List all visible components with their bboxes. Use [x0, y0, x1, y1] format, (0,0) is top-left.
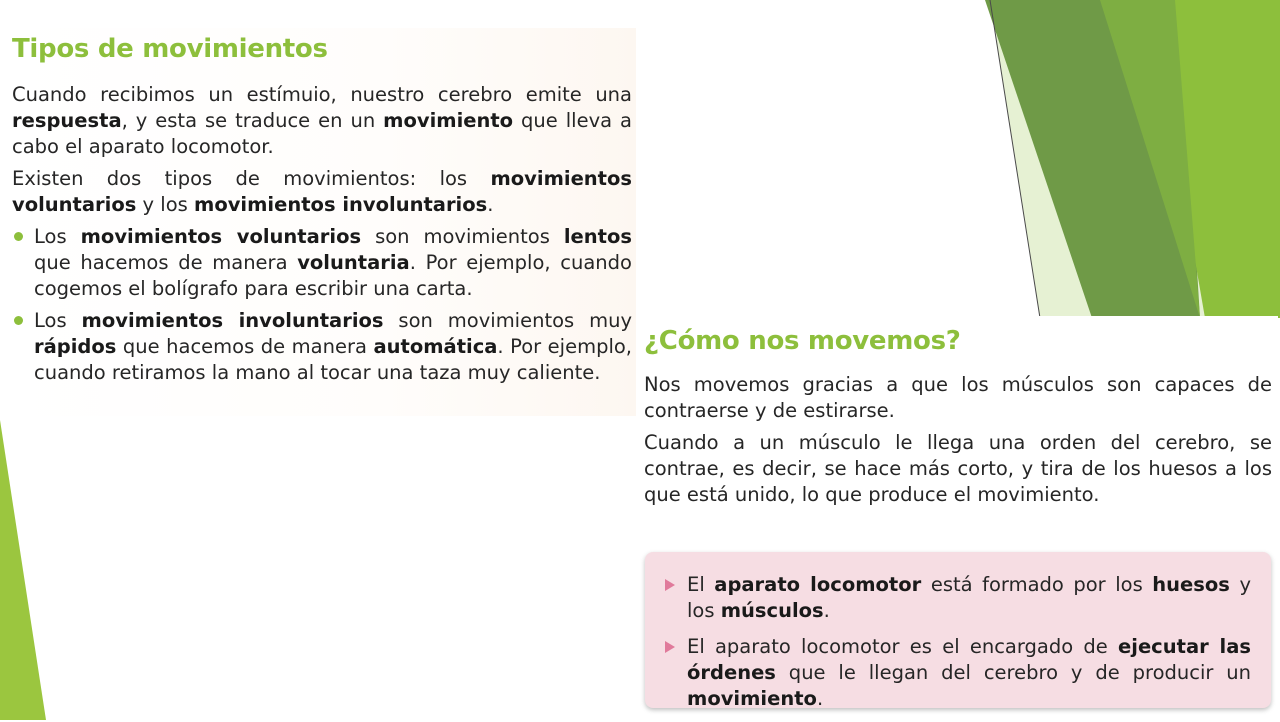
bold-movimientos-involuntarios: movimientos involuntarios — [194, 193, 488, 216]
text: son movimientos muy — [383, 309, 633, 332]
bold-text: movimiento — [687, 687, 817, 710]
text: El aparato locomotor es el encargado de — [687, 635, 1119, 658]
left-body — [12, 82, 632, 392]
bold-text: huesos — [1152, 573, 1230, 596]
paragraph-musculos: Nos movemos gracias a que los músculos son capaces de contraerse y de estirarse. — [644, 373, 1272, 422]
deco-green-triangle-left — [0, 420, 46, 720]
bold-respuesta: respuesta — [12, 109, 122, 132]
bullet-dot-icon — [14, 232, 23, 241]
paragraph-contraccion: Cuando a un músculo le llega una orden del cerebro, se contrae, es decir, se hace más corto, y tira de los huesos a los que está unido, lo que produce el movimiento. — [644, 431, 1272, 506]
text: que lleva a cabo el aparato locomotor. — [12, 109, 632, 158]
text: . — [816, 687, 824, 710]
text: . Por ejemplo, cuando cogemos el bolígrafo para escribir una carta. — [34, 251, 632, 300]
heading-tipos-de-movimientos: Tipos de movimientos — [12, 34, 328, 64]
text: y los — [687, 573, 1251, 622]
text: , y esta se traduce en un — [121, 109, 384, 132]
bold-movimiento: movimiento — [383, 109, 514, 132]
text: Cuando recibimos un estímuio, nuestro cerebro emite una — [12, 83, 632, 106]
text: que hacemos de manera — [34, 251, 298, 274]
summary-note-box — [645, 552, 1271, 708]
bold-text: aparato locomotor — [714, 573, 922, 596]
bold-text: movimientos involuntarios — [81, 309, 384, 332]
bold-text: movimientos voluntarios — [80, 225, 362, 248]
text: . — [487, 193, 494, 216]
text: El — [687, 573, 715, 596]
bold-text: lentos — [563, 225, 632, 248]
paragraph-tipos — [12, 166, 632, 218]
text: que le llegan del cerebro y de producir un — [775, 661, 1251, 684]
text: que hacemos de manera — [116, 335, 374, 358]
text: Los — [34, 225, 81, 248]
bold-text: músculos — [720, 599, 824, 622]
paragraph-estimulo — [12, 82, 632, 160]
bold-movimientos-voluntarios: movimientos voluntarios — [12, 167, 632, 216]
text: son movimientos — [361, 225, 564, 248]
bold-text: voluntaria — [297, 251, 410, 274]
panel-como-nos-movemos — [640, 316, 1278, 720]
triangle-bullet-icon — [665, 641, 675, 653]
bold-text: automática — [373, 335, 498, 358]
text: Los — [34, 309, 82, 332]
list-item-involuntarios — [12, 308, 632, 386]
text: . Por ejemplo, cuando retiramos la mano al tocar una taza muy caliente. — [34, 335, 632, 384]
bold-text: rápidos — [34, 335, 117, 358]
text: está formado por los — [921, 573, 1153, 596]
summary-item-formado — [665, 572, 1251, 624]
bullet-list — [12, 224, 632, 386]
text: Existen dos tipos de movimientos: los — [12, 167, 491, 190]
heading-como-nos-movemos: ¿Cómo nos movemos? — [644, 326, 961, 356]
bullet-dot-icon — [14, 316, 23, 325]
summary-item-encargado — [665, 634, 1251, 712]
triangle-bullet-icon — [665, 579, 675, 591]
panel-tipos-de-movimientos — [10, 28, 636, 416]
list-item-voluntarios — [12, 224, 632, 302]
bold-text: ejecutar las órdenes — [687, 635, 1251, 684]
text: . — [823, 599, 830, 622]
text: y los — [136, 193, 194, 216]
right-body — [644, 372, 1272, 514]
summary-list — [665, 572, 1251, 722]
